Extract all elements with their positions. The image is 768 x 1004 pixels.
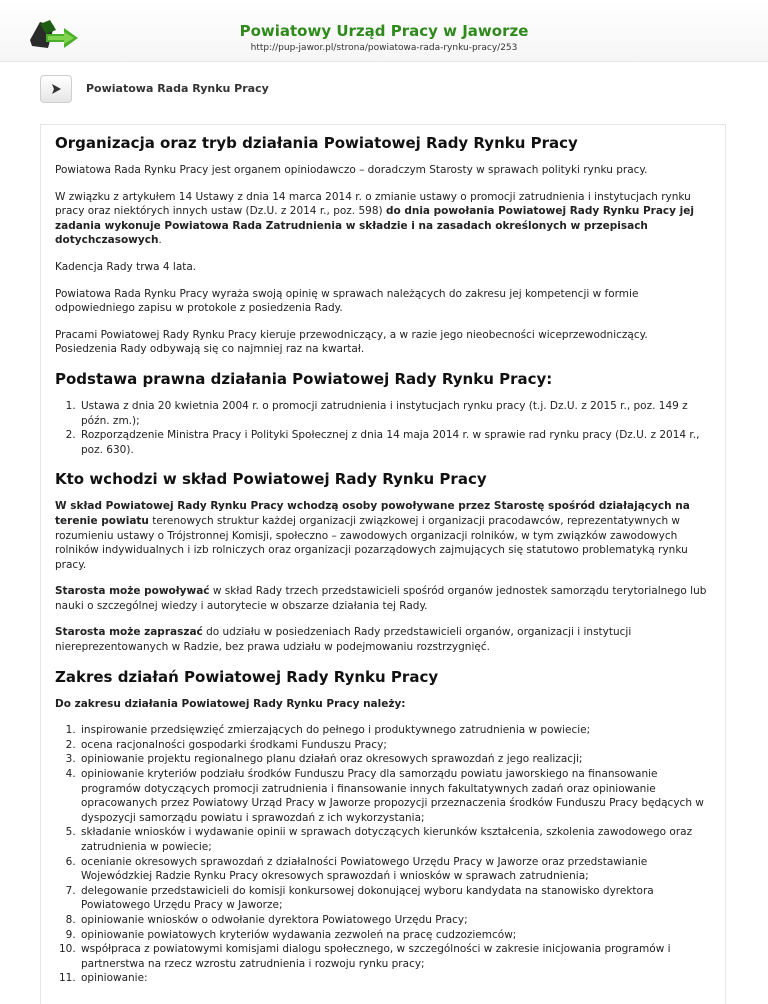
text-segment: W związku z artykułem 14 Ustawy z dnia 14 marca 2014 r. o zmianie ustawy o promocji zatrudnienia i instytucjach rynku pracy oraz niektórych innych ustaw (Dz.U. z 2014 r., poz. 598)	[55, 190, 691, 218]
list-item: 4. opiniowanie kryteriów podziału środków Funduszu Pracy dla samorządu powiatu jaworskiego na finansowanie programów dotyczących promocji zatrudnienia i finansowanie innych fakultatywnych zadań oraz opiniowanie opracowanych przez Powiatowy Urząd Pracy w Jaworze propozycji przeznaczenia środków Funduszu Pracy będących w dyspozycji samorządu powiatu i sprawozdań z ich wykorzystania;	[79, 767, 711, 825]
list-item: 9. opiniowanie powiatowych kryteriów wydawania zezwoleń na pracę cudzoziemców;	[79, 928, 711, 943]
list-item: 2. ocena racjonalności gospodarki środkami Funduszu Pracy;	[79, 738, 711, 753]
breadcrumb	[0, 62, 768, 112]
text-bold-segment: do dnia powołania Powiatowej Rady Rynku Pracy jej zadania wykonuje Powiatowa Rada Zatrudnienia w składzie i na zasadach określonych w przepisach dotychczasowych	[55, 205, 694, 247]
list-item: 5. składanie wniosków i wydawanie opinii w sprawach dotyczących kierunków kształcenia, szkolenia zawodowego oraz zatrudnienia w powiecie;	[79, 825, 711, 854]
paragraph-legal-basis-transition	[55, 190, 711, 248]
list-item: 10. współpraca z powiatowymi komisjami dialogu społecznego, w szczególności w zakresie inicjowania programów i partnerstwa na rzecz wzrostu zatrudnienia i rozwoju rynku pracy;	[79, 942, 711, 971]
legal-basis-list	[55, 399, 711, 457]
list-item: 3. opiniowanie projektu regionalnego planu działań oraz okresowych sprawozdań z jego realizacji;	[79, 752, 711, 767]
arrow-right-icon	[50, 83, 62, 95]
text-segment: terenowych struktur każdej organizacji związkowej i organizacji pracodawców, reprezentatywnych w rozumieniu ustawy o Trójstronnej Komisji, społeczno – zawodowych organizacji rolników, w tym związków zawodowych rolników indywidualnych i izb rolniczych oraz organizacji pozarządowych zajmujących się statutowo problematyką rynku pracy.	[55, 514, 688, 571]
list-item: 1. Ustawa z dnia 20 kwietnia 2004 r. o promocji zatrudnienia i instytucjach rynku pracy (t.j. Dz.U. z 2015 r., poz. 149 z późn. zm.);	[79, 399, 711, 428]
heading-organization: Organizacja oraz tryb działania Powiatowej Rady Rynku Pracy	[55, 134, 578, 152]
paragraph-term: Kadencja Rady trwa 4 lata.	[55, 260, 197, 273]
list-item: 7. delegowanie przedstawicieli do komisji konkursowej dokonującej wyboru kandydata na stanowisko dyrektora Powiatowego Urzędu Pracy w Jaworze;	[79, 884, 711, 913]
heading-legal-basis: Podstawa prawna działania Powiatowej Rady Rynku Pracy:	[55, 369, 553, 388]
breadcrumb-label[interactable]: Powiatowa Rada Rynku Pracy	[86, 82, 269, 95]
paragraph-membership	[55, 499, 711, 572]
text-bold-segment: W skład Powiatowej Rady Rynku Pracy wchodzą osoby powoływane przez Starostę spośród działających na terenie powiatu	[55, 500, 690, 527]
text-segment: do udziału w posiedzeniach Rady przedstawicieli organów, organizacji i instytucji niereprezentowanych w Radzie, bez prawa udziału w podejmowaniu rozstrzygnięć.	[55, 626, 632, 654]
text-bold-segment: Do zakresu działania Powiatowej Rady Rynku Pracy należy:	[55, 697, 406, 710]
breadcrumb-button[interactable]	[40, 75, 72, 103]
text-bold-segment: Starosta może zapraszać	[55, 626, 203, 639]
list-item: 1. inspirowanie przedsięwzięć zmierzających do pełnego i produktywnego zatrudnienia w powiecie;	[79, 723, 711, 738]
list-item: 11. opiniowanie:	[79, 971, 711, 986]
text-segment: .	[158, 234, 162, 247]
text-segment: w skład Rady trzech przedstawicieli spośród organów jednostek samorządu terytorialnego lub nauki o szczególnej wiedzy i autorytecie w obszarze działania tej Rady.	[55, 585, 707, 612]
heading-scope: Zakres działań Powiatowej Rady Rynku Pracy	[55, 667, 439, 686]
scope-list	[55, 723, 711, 986]
heading-membership: Kto wchodzi w skład Powiatowej Rady Rynku Pracy	[55, 470, 487, 489]
list-item: 6. ocenianie okresowych sprawozdań z działalności Powiatowego Urzędu Pracy w Jaworze oraz przedstawianie Wojewódzkiej Radzie Rynku Pracy okresowych sprawozdań i wniosków w sprawach zatrudnienia;	[79, 855, 711, 884]
site-header	[0, 0, 768, 62]
paragraph-appoint	[55, 584, 711, 613]
paragraph-opinion: Powiatowa Rada Rynku Pracy wyraża swoją opinię w sprawach należących do zakresu jej kompetencji w formie odpowiedniego zapisu w protokole z posiedzenia Rady.	[55, 287, 639, 315]
site-url[interactable]: http://pup-jawor.pl/strona/powiatowa-rada-rynku-pracy/253	[250, 43, 518, 53]
paragraph-chairman: Pracami Powiatowej Rady Rynku Pracy kieruje przewodniczący, a w razie jego nieobecności wiceprzewodniczący. Posiedzenia Rady odbywają się co najmniej raz na kwartał.	[55, 328, 648, 356]
list-item: 8. opiniowanie wniosków o odwołanie dyrektora Powiatowego Urzędu Pracy;	[79, 913, 711, 928]
site-title[interactable]: Powiatowy Urząd Pracy w Jaworze	[239, 22, 529, 40]
paragraph-definition: Powiatowa Rada Rynku Pracy jest organem opiniodawczo – doradczym Starosty w sprawach polityki rynku pracy.	[55, 164, 648, 176]
paragraph-scope-intro	[55, 697, 711, 712]
list-item: 2. Rozporządzenie Ministra Pracy i Polityki Społecznej z dnia 14 maja 2014 r. w sprawie rad rynku pracy (Dz.U. z 2014 r., poz. 630).	[79, 428, 711, 457]
paragraph-invite	[55, 625, 711, 654]
text-bold-segment: Starosta może powoływać	[55, 585, 210, 598]
article-content	[40, 124, 726, 1004]
